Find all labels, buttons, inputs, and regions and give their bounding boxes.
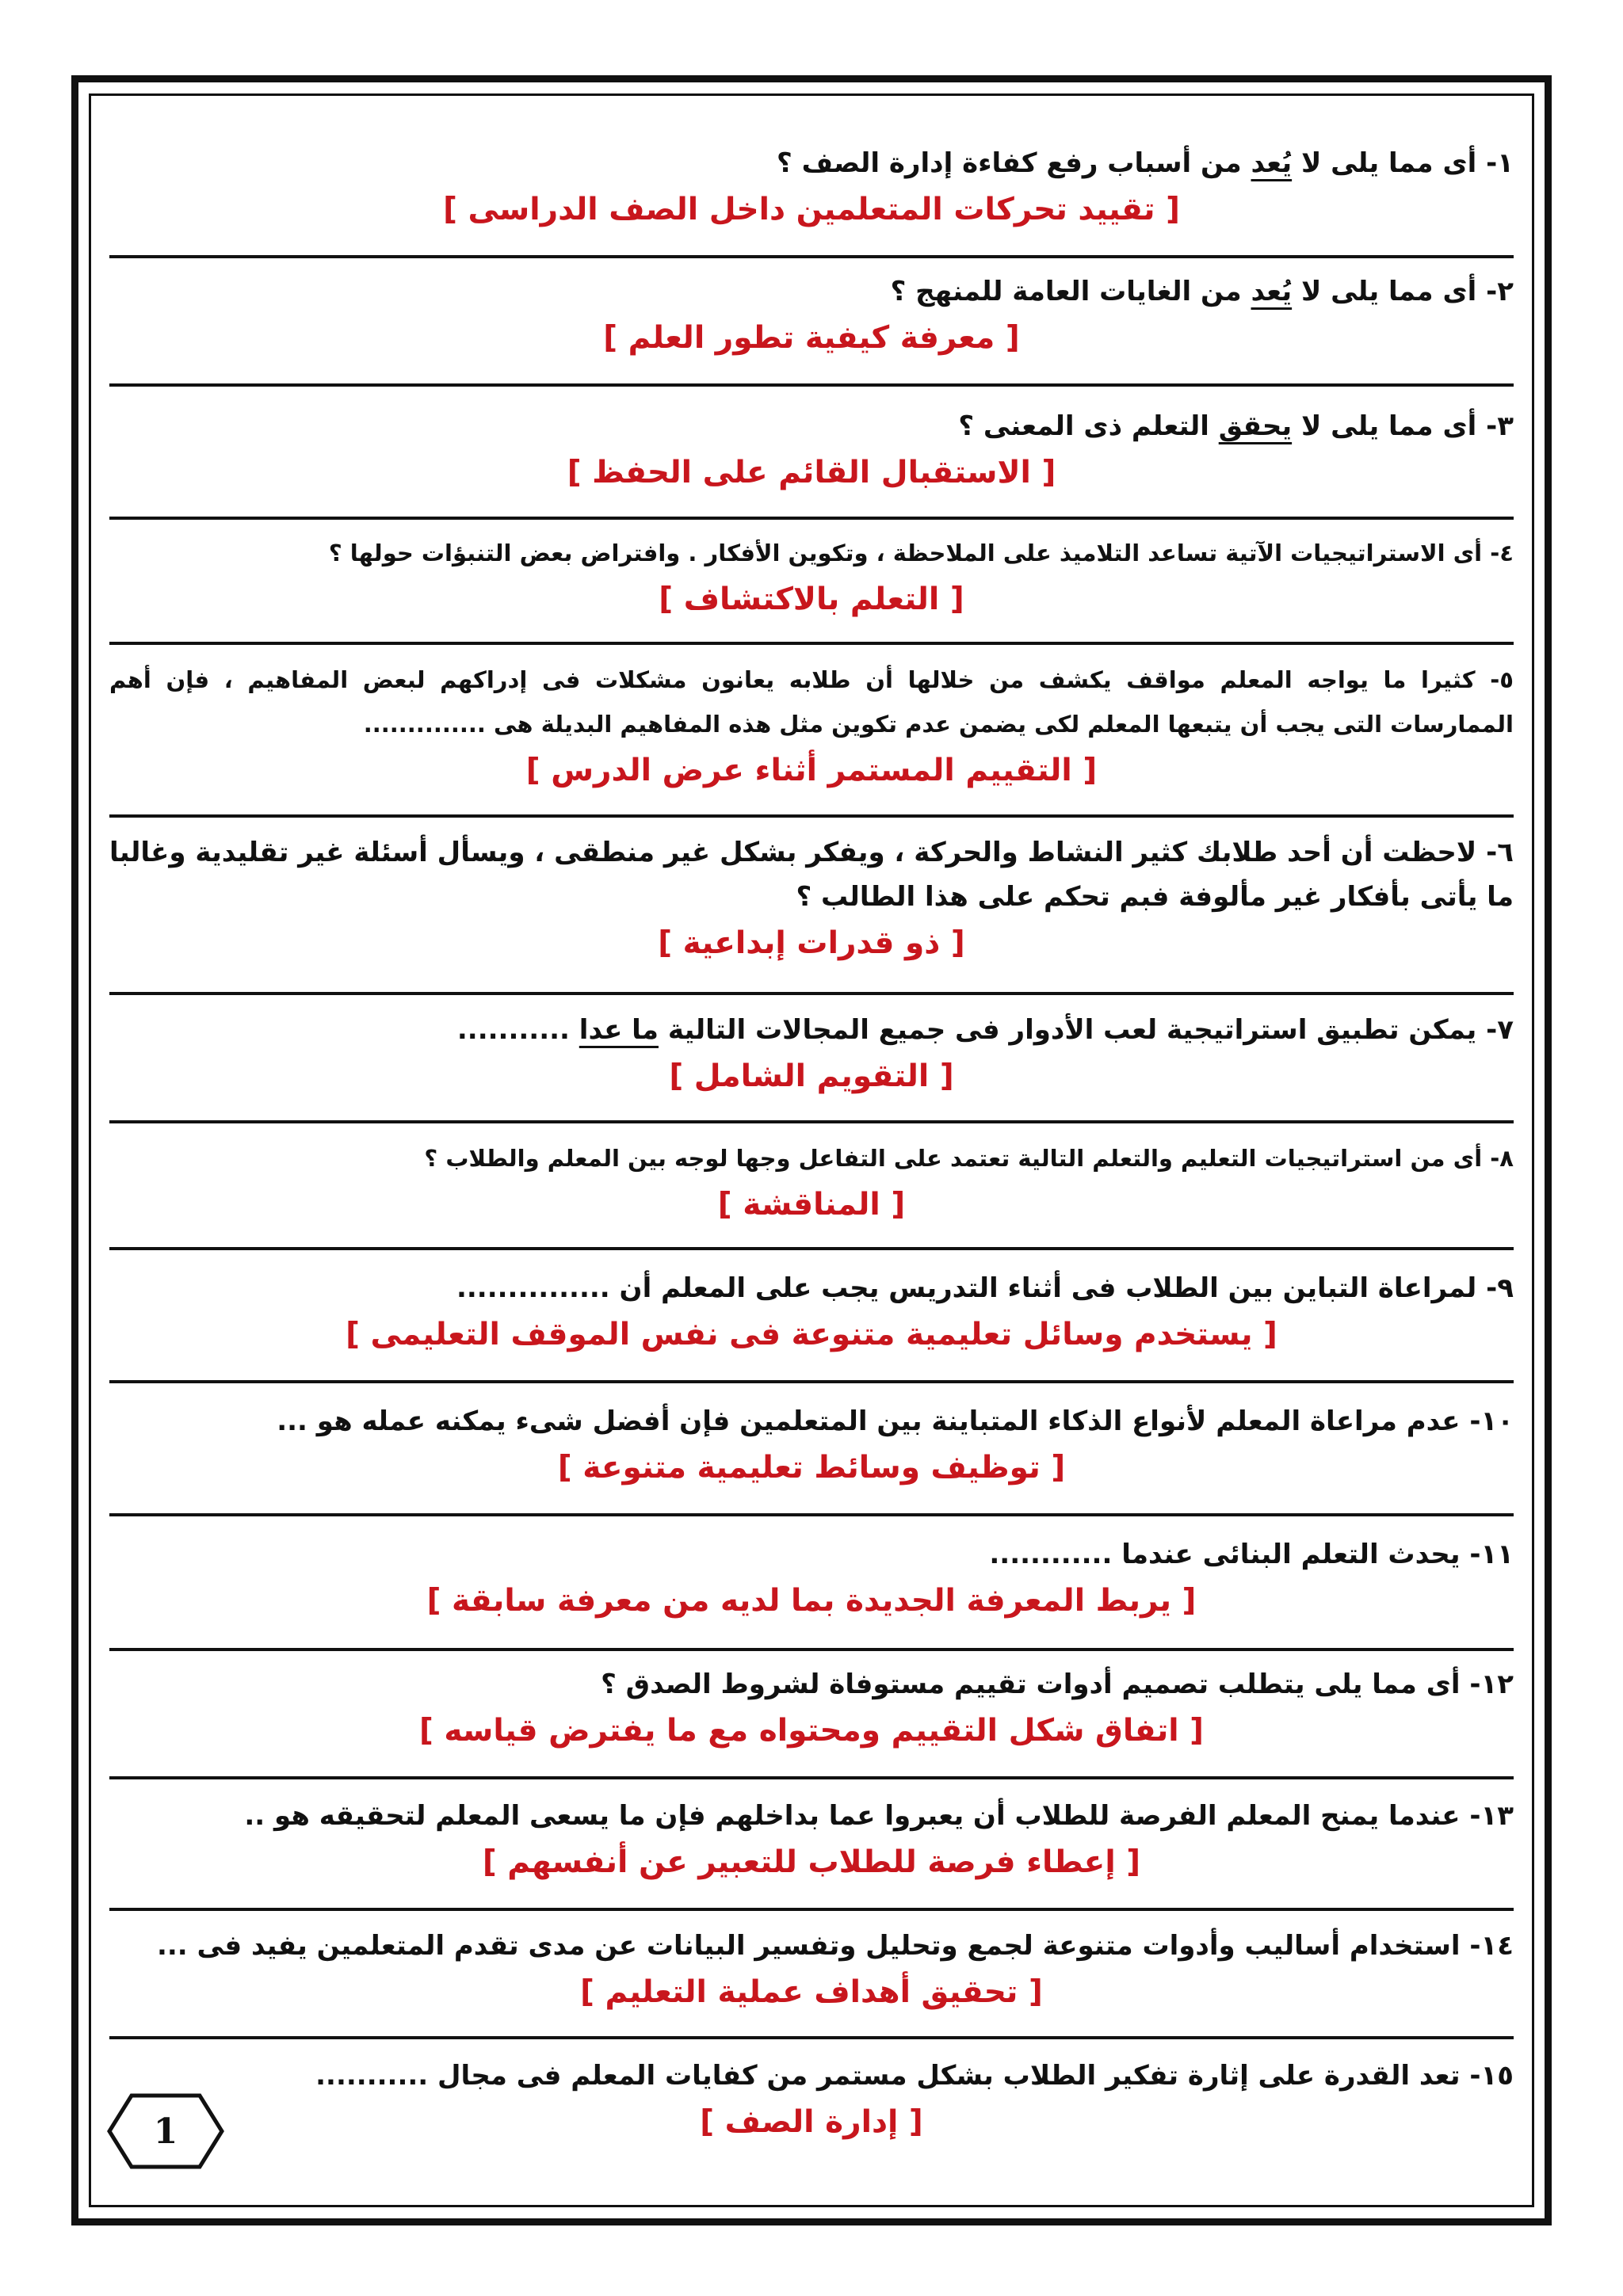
question-item-15 [109,2054,1514,2147]
question-text: ١٣- عندما يمنح المعلم الفرصة للطلاب أن يعبروا عما بداخلهم فإن ما يسعى المعلم لتحقيقه هو .. [244,1800,1514,1832]
question-text: ١٥- تعد القدرة على إثارة تفكير الطلاب بشكل مستمر من كفايات المعلم فى مجال ........... [315,2060,1514,2092]
question-item-2 [109,269,1514,363]
question-text: ٥- كثيرا ما يواجه المعلم مواقف يكشف من خلالها أن طلابه يعانون مشكلات فى إدراكهم لبعض المفاهيم ، فإن أهم الممارسات التى يجب أن يتبعها المعلم لكى يضمن عدم تكوين مثل هذه المفاهيم البديلة هى .............. [109,666,1514,738]
separator-line [109,642,1514,645]
question-text: ٧- يمكن تطبيق استراتيجية لعب الأدوار فى جميع المجالات التالية ما عدا ........... [456,1014,1514,1046]
question-text: ١٠- عدم مراعاة المعلم لأنواع الذكاء المتباينة بين المتعلمين فإن أفضل شىء يمكنه عمله هو ... [277,1405,1514,1437]
question-text: ١٤- استخدام أساليب وأدوات متنوعة لجمع وتحليل وتفسير البيانات عن مدى تقدم المتعلمين يفيد فى ... [156,1930,1514,1962]
question-item-6 [109,830,1514,968]
answer-text: [ تقييد تحركات المتعلمين داخل الصف الدراسى ] [443,192,1180,227]
separator-line [109,992,1514,995]
question-text: ٣- أى مما يلى لا يحقق التعلم ذى المعنى ؟ [958,410,1514,442]
question-text: ٨- أى من استراتيجيات التعليم والتعلم التالية تعتمد على التفاعل وجها لوجه بين المعلم والطلاب ؟ [424,1145,1514,1172]
question-item-4 [109,531,1514,624]
page-number: 1 [153,2111,178,2152]
separator-line [109,1908,1514,1911]
separator-line [109,1648,1514,1651]
question-item-9 [109,1266,1514,1360]
question-item-12 [109,1662,1514,1756]
question-item-7 [109,1008,1514,1101]
separator-line [109,517,1514,520]
answer-text: [ التعلم بالاكتشاف ] [659,582,964,617]
page-number-badge [106,2092,225,2171]
question-item-14 [109,1924,1514,2017]
separator-line [109,1776,1514,1779]
question-item-3 [109,404,1514,498]
question-text: ١- أى مما يلى لا يُعد من أسباب رفع كفاءة إدارة الصف ؟ [777,147,1514,179]
answer-text: [ اتفاق شكل التقييم ومحتواه مع ما يفترض قياسه ] [418,1713,1204,1749]
question-text: ٢- أى مما يلى لا يُعد من الغايات العامة للمنهج ؟ [890,276,1514,307]
question-item-8 [109,1136,1514,1230]
separator-line [109,1380,1514,1383]
separator-line [109,255,1514,258]
question-text: ٦- لاحظت أن أحد طلابك كثير النشاط والحركة ، ويفكر بشكل غير منطقى ، ويسأل أسئلة غير تقليدية وغالبا ما يأتى بأفكار غير مألوفة فبم تحكم على هذا الطالب ؟ [109,837,1514,913]
question-text: ٩- لمراعاة التباين بين الطلاب فى أثناء التدريس يجب على المعلم أن ............... [456,1272,1514,1304]
separator-line [109,2036,1514,2039]
answer-text: [ إدارة الصف ] [700,2104,923,2140]
question-text: ٤- أى الاستراتيجيات الآتية تساعد التلاميذ على الملاحظة ، وتكوين الأفكار . وافتراض بعض التنبؤات حولها ؟ [328,540,1514,566]
separator-line [109,814,1514,818]
answer-text: [ تحقيق أهداف عملية التعليم ] [580,1974,1043,2010]
separator-line [109,1247,1514,1250]
answer-text: [ الاستقبال القائم على الحفظ ] [567,455,1056,490]
question-item-11 [109,1532,1514,1626]
answer-text: [ التقويم الشامل ] [669,1058,954,1094]
answer-text: [ التقييم المستمر أثناء عرض الدرس ] [525,753,1098,788]
answer-text: [ ذو قدرات إبداعية ] [658,925,965,961]
separator-line [109,1513,1514,1516]
question-item-10 [109,1399,1514,1493]
answer-text: [ إعطاء فرصة للطلاب للتعبير عن أنفسهم ] [482,1844,1141,1880]
question-item-5 [109,658,1514,795]
answer-text: [ يربط المعرفة الجديدة بما لديه من معرفة سابقة ] [426,1583,1197,1619]
question-item-13 [109,1794,1514,1887]
answer-text: [ المناقشة ] [717,1187,906,1222]
question-text: ١٢- أى مما يلى يتطلب تصميم أدوات تقييم مستوفاة لشروط الصدق ؟ [601,1669,1514,1700]
answer-text: [ يستخدم وسائل تعليمية متنوعة فى نفس الموقف التعليمى ] [346,1317,1277,1352]
separator-line [109,383,1514,387]
answer-text: [ توظيف وسائط تعليمية متنوعة ] [557,1450,1066,1486]
question-item-1 [109,141,1514,235]
separator-line [109,1120,1514,1123]
answer-text: [ معرفة كيفية تطور العلم ] [603,320,1020,356]
question-text: ١١- يحدث التعلم البنائى عندما ............ [989,1539,1514,1570]
